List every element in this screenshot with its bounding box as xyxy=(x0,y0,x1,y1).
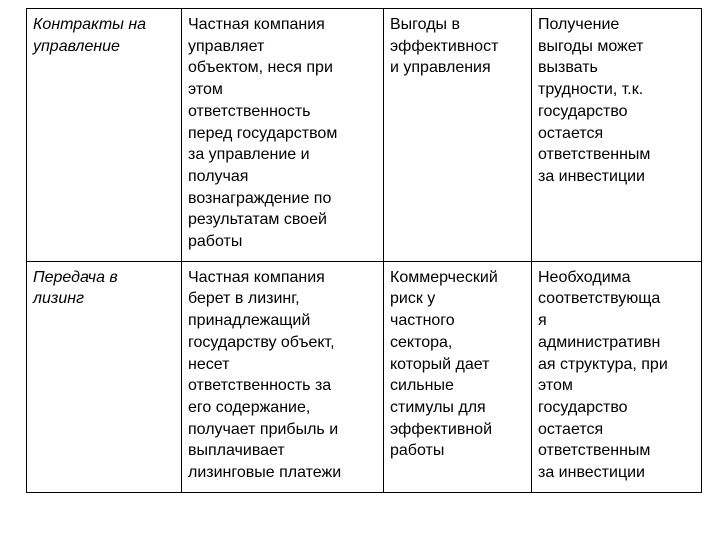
benefits-cell: Коммерческий риск у частного сектора, который дает сильные стимулы для эффективной работы xyxy=(384,261,532,492)
row-label-cell: Контракты на управление xyxy=(27,9,182,262)
contracts-table xyxy=(26,8,702,493)
issues-cell: Получение выгоды может вызвать трудности, т.к. государство остается ответственным за инвестиции xyxy=(532,9,702,262)
description-cell: Частная компания управляет объектом, неся при этом ответственность перед государством за управление и получая вознаграждение по результатам своей работы xyxy=(182,9,384,262)
issues-cell: Необходима соответствующа я административн ая структура, при этом государство остается ответственным за инвестиции xyxy=(532,261,702,492)
row-label-cell: Передача в лизинг xyxy=(27,261,182,492)
table-row xyxy=(27,261,702,492)
benefits-cell: Выгоды в эффективност и управления xyxy=(384,9,532,262)
table-row xyxy=(27,9,702,262)
description-cell: Частная компания берет в лизинг, принадлежащий государству объект, несет ответственность за его содержание, получает прибыль и выплачивает лизинговые платежи xyxy=(182,261,384,492)
